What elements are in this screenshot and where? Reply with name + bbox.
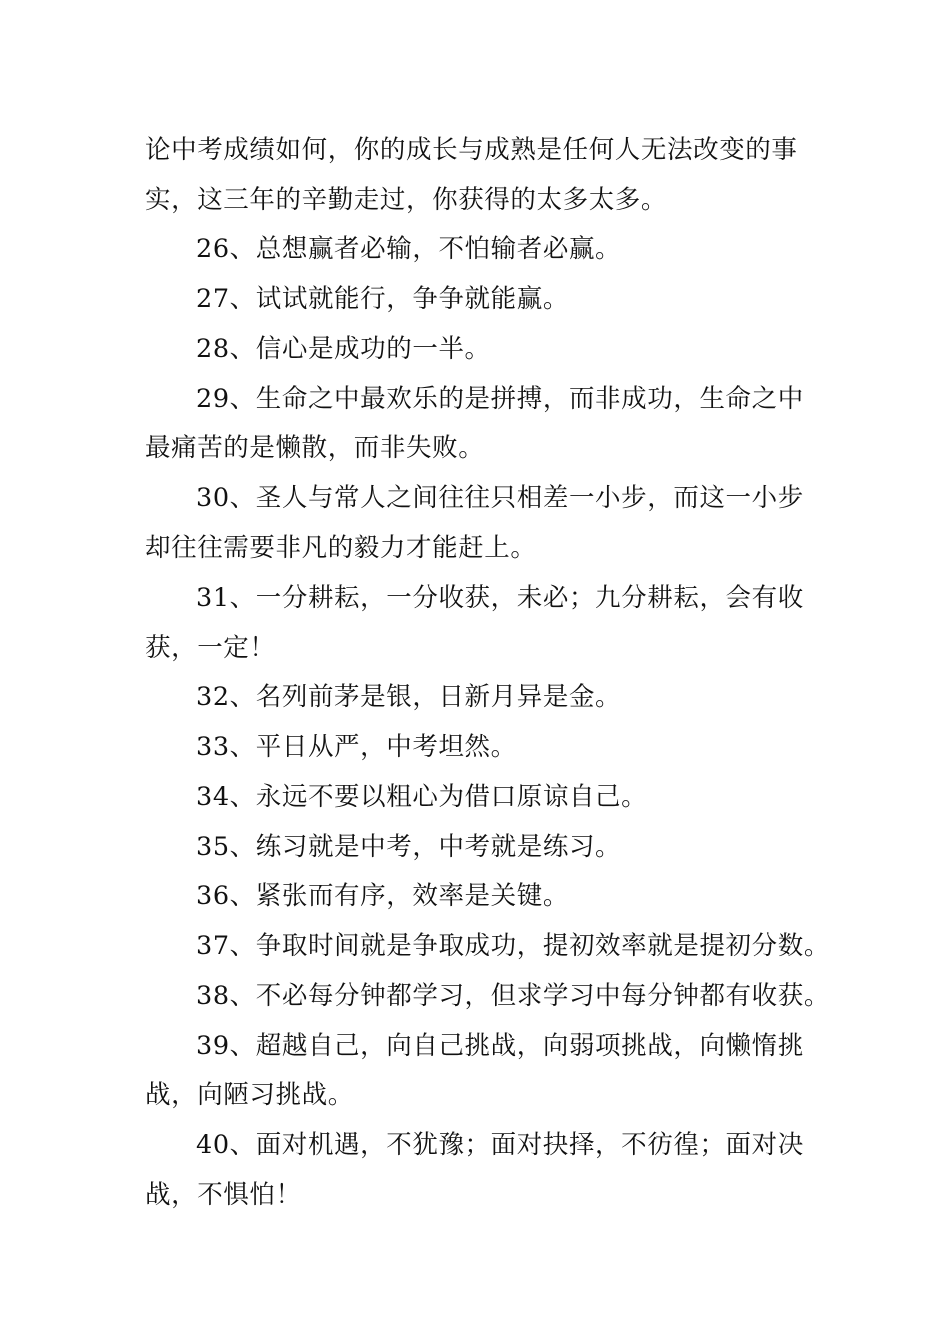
list-item-27: 27、试试就能行，争争就能赢。 <box>196 284 569 314</box>
text-line: 却往往需要非凡的毅力才能赶上。 <box>145 533 537 563</box>
list-item-31: 31、一分耕耘，一分收获，未必；九分耕耘，会有收 <box>196 583 804 613</box>
list-item-30: 30、圣人与常人之间往往只相差一小步，而这一小步 <box>196 483 804 513</box>
text-line: 获，一定！ <box>145 633 276 663</box>
list-item-28: 28、信心是成功的一半。 <box>196 334 491 364</box>
list-item-26: 26、总想赢者必输，不怕输者必赢。 <box>196 234 622 264</box>
text-line: 实，这三年的辛勤走过，你获得的太多太多。 <box>145 185 668 215</box>
list-item-37: 37、争取时间就是争取成功，提初效率就是提初分数。 <box>196 931 830 961</box>
list-item-34: 34、永远不要以粗心为借口原谅自己。 <box>196 782 648 812</box>
text-line: 论中考成绩如何，你的成长与成熟是任何人无法改变的事 <box>145 135 798 165</box>
list-item-40: 40、面对机遇，不犹豫；面对抉择，不彷徨；面对决 <box>196 1130 804 1160</box>
list-item-36: 36、紧张而有序，效率是关键。 <box>196 881 569 911</box>
list-item-32: 32、名列前茅是银，日新月异是金。 <box>196 682 622 712</box>
text-line: 最痛苦的是懒散，而非失败。 <box>145 433 485 463</box>
text-line: 战，向陋习挑战。 <box>145 1080 354 1110</box>
list-item-38: 38、不必每分钟都学习，但求学习中每分钟都有收获。 <box>196 981 830 1011</box>
text-line: 战，不惧怕！ <box>145 1180 302 1210</box>
list-item-33: 33、平日从严，中考坦然。 <box>196 732 517 762</box>
list-item-39: 39、超越自己，向自己挑战，向弱项挑战，向懒惰挑 <box>196 1031 804 1061</box>
list-item-29: 29、生命之中最欢乐的是拼搏，而非成功，生命之中 <box>196 384 804 414</box>
list-item-35: 35、练习就是中考，中考就是练习。 <box>196 832 622 862</box>
